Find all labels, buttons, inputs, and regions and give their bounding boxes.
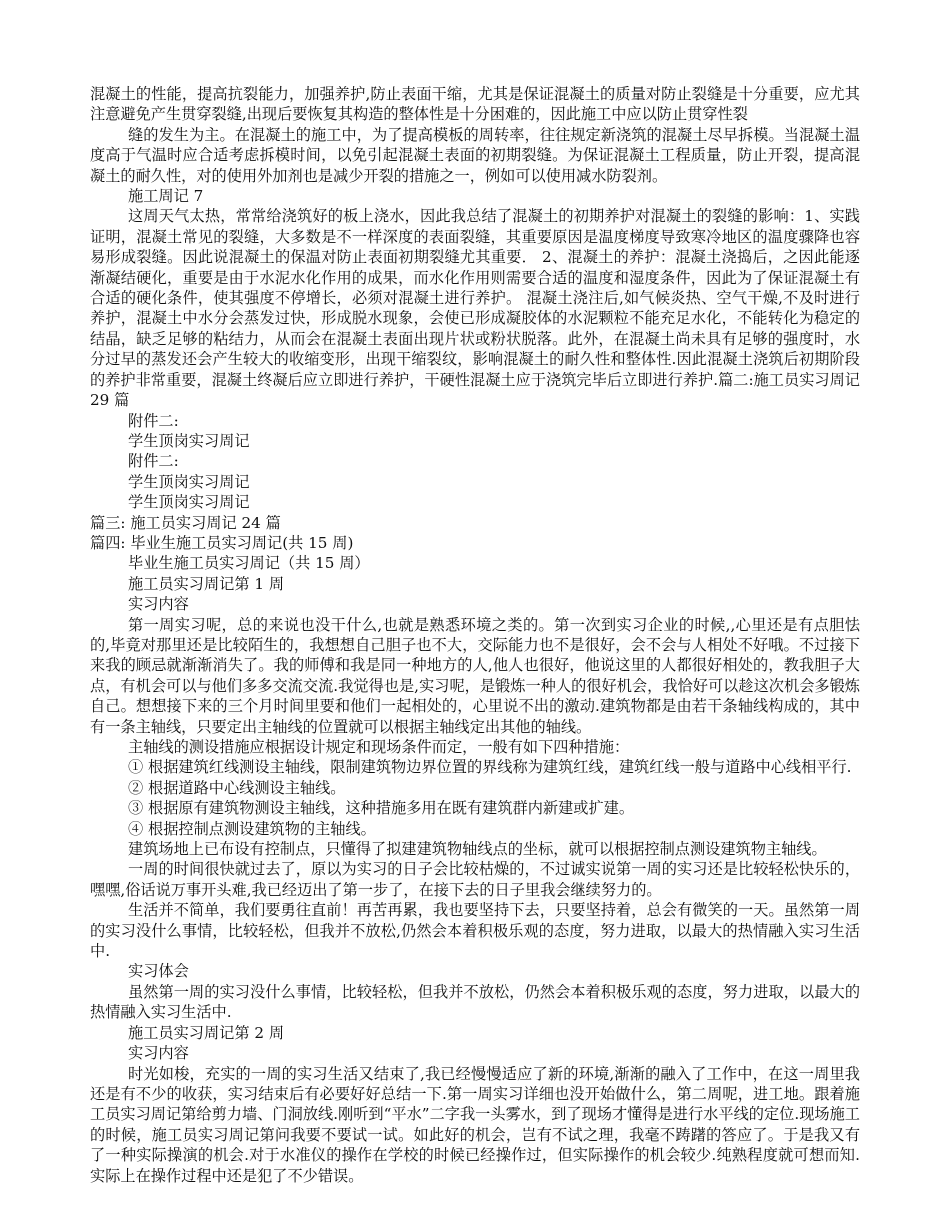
paragraph: 建筑场地上已布设有控制点，只懂得了拟建建筑物轴线点的坐标，就可以根据控制点测设建筑物主轴线。 [128, 840, 827, 859]
week-heading: 施工员实习周记第 1 周 [128, 574, 285, 593]
list-item: ① 根据建筑红线测设主轴线，限制建筑物边界位置的界线称为建筑红线，建筑红线一般与道路中心线相平行. [128, 758, 852, 777]
paragraph: 一周的时间很快就过去了，原以为实习的日子会比较枯燥的，不过诚实说第一周的实习还是比较轻松快乐的，嘿嘿,俗话说万事开头难,我已经迈出了第一步了，在接下去的日子里我会继续努力的。 [90, 860, 860, 899]
section-heading: 学生顶岗实习周记 [128, 431, 250, 450]
week-heading: 施工员实习周记第 2 周 [128, 1023, 285, 1042]
document-body [90, 84, 860, 1186]
paragraph: 缝的发生为主。在混凝土的施工中，为了提高模板的周转率，往往规定新浇筑的混凝土尽早拆模。当混凝土温度高于气温时应合适考虑拆模时间，以免引起混凝土表面的初期裂缝。为保证混凝土工程质量，防止开裂，提高混凝土的耐久性，对的使用外加剂也是减少开裂的措施之一，例如可以使用减水防裂剂。 [90, 125, 860, 185]
chapter-heading: 篇三: 施工员实习周记 24 篇 [90, 513, 281, 532]
paragraph: 这周天气太热，常常给浇筑好的板上浇水，因此我总结了混凝土的初期养护对混凝土的裂缝的影响：1、实践证明，混凝土常见的裂缝，大多数是不一样深度的表面裂缝，其重要原因是温度梯度导致寒冷地区的温度骤降也容易形成裂缝。因此说混凝土的保温对防止表面初期裂缝尤其重要． 2、混凝土的养护：混凝土浇捣后，之因此能逐渐凝结硬化，重要是由于水泥水化作用的成果，而水化作用则需要合适的温度和湿度条件，因此为了保证混凝土有合适的硬化条件，使其强度不停增长，必须对混凝土进行养护。 混凝土浇注后,如气候炎热、空气干燥,不及时进行养护，混凝土中水分会蒸发过快，形成脱水现象，会使已形成凝胶体的水泥颗粒不能充足水化，不能转化为稳定的结晶，缺乏足够的粘结力，从而会在混凝土表面出现片状或粉状脱落。此外，在混凝土尚未具有足够的强度时，水分过早的蒸发还会产生较大的收缩变形，出现干缩裂纹，影响混凝土的耐久性和整体性.因此混凝土浇筑后初期阶段的养护非常重要，混凝土终凝后应立即进行养护，干硬性混凝土应于浇筑完毕后立即进行养护.篇二:施工员实习周记 29 篇 [90, 207, 860, 410]
attachment-label: 附件二: [128, 411, 179, 430]
attachment-label: 附件二: [128, 452, 179, 471]
paragraph: 第一周实习呢，总的来说也没干什么,也就是熟悉环境之类的。第一次到实习企业的时候,,心里还是有点胆怯的,毕竟对那里还是比较陌生的，我想想自己胆子也不大，交际能力也不是很好，会不会与人相处不好哦。不过接下来我的顾忌就渐渐消失了。我的师傅和我是同一种地方的人,他人也很好，他说这里的人都很好相处的，教我胆子大点，有机会可以与他们多多交流交流.我觉得也是,实习呢，是锻炼一种人的很好机会，我恰好可以趁这次机会多锻炼自己。想想接下来的三个月时间里要和他们一起相处的，心里说不出的激动.建筑物都是由若干条轴线构成的，其中有一条主轴线，只要定出主轴线的位置就可以根据主轴线定出其他的轴线。 [90, 615, 860, 736]
subsection-heading: 实习内容 [128, 595, 189, 614]
list-item: ② 根据道路中心线测设主轴线。 [128, 778, 346, 797]
chapter-heading: 篇四: 毕业生施工员实习周记(共 15 周) [90, 533, 354, 552]
paragraph: 生活并不简单，我们要勇往直前！再苦再累，我也要坚持下去，只要坚持着，总会有微笑的一天。虽然第一周的实习没什么事情，比较轻松，但我并不放松,仍然会本着积极乐观的态度，努力进取，以最大的热情融入实习生活中. [90, 901, 860, 961]
paragraph: 虽然第一周的实习没什么事情，比较轻松，但我并不放松，仍然会本着积极乐观的态度，努力进取，以最大的热情融入实习生活中. [90, 982, 860, 1022]
section-heading: 学生顶岗实习周记 [128, 493, 250, 512]
list-item: ③ 根据原有建筑物测设主轴线，这种措施多用在既有建筑群内新建或扩建。 [128, 799, 635, 818]
section-heading: 毕业生施工员实习周记（共 15 周） [128, 554, 370, 573]
subsection-heading: 实习内容 [128, 1044, 189, 1063]
subsection-heading: 实习体会 [128, 962, 189, 981]
section-heading: 施工周记 7 [128, 187, 204, 206]
list-item: ④ 根据控制点测设建筑物的主轴线。 [128, 819, 376, 838]
paragraph: 主轴线的测设措施应根据设计规定和现场条件而定，一般有如下四种措施： [128, 738, 630, 756]
paragraph: 时光如梭，充实的一周的实习生活又结束了,我已经慢慢适应了新的环境,渐渐的融入了工作中，在这一周里我还是有不少的收获，实习结束后有必要好好总结一下.第一周实习详细也没开始做什么，第二周呢，进工地。跟着施工员实习周记第给剪力墙、门洞放线.刚听到“平水”二字我一头雾水，到了现场才懂得是进行水平线的定位.现场施工的时候，施工员实习周记第问我要不要试一试。如此好的机会，岂有不试之理，我毫不踌躇的答应了。于是我又有了一种实际操演的机会.对于水准仪的操作在学校的时候已经操作过，但实际操作的机会较少.纯熟程度就可想而知.实际上在操作过程中还是犯了不少错误。 [90, 1064, 860, 1185]
paragraph: 混凝土的性能，提高抗裂能力，加强养护,防止表面干缩，尤其是保证混凝土的质量对防止裂缝是十分重要，应尤其注意避免产生贯穿裂缝,出现后要恢复其构造的整体性是十分困难的，因此施工中应以防止贯穿性裂 [90, 85, 860, 124]
section-heading: 学生顶岗实习周记 [128, 472, 250, 491]
